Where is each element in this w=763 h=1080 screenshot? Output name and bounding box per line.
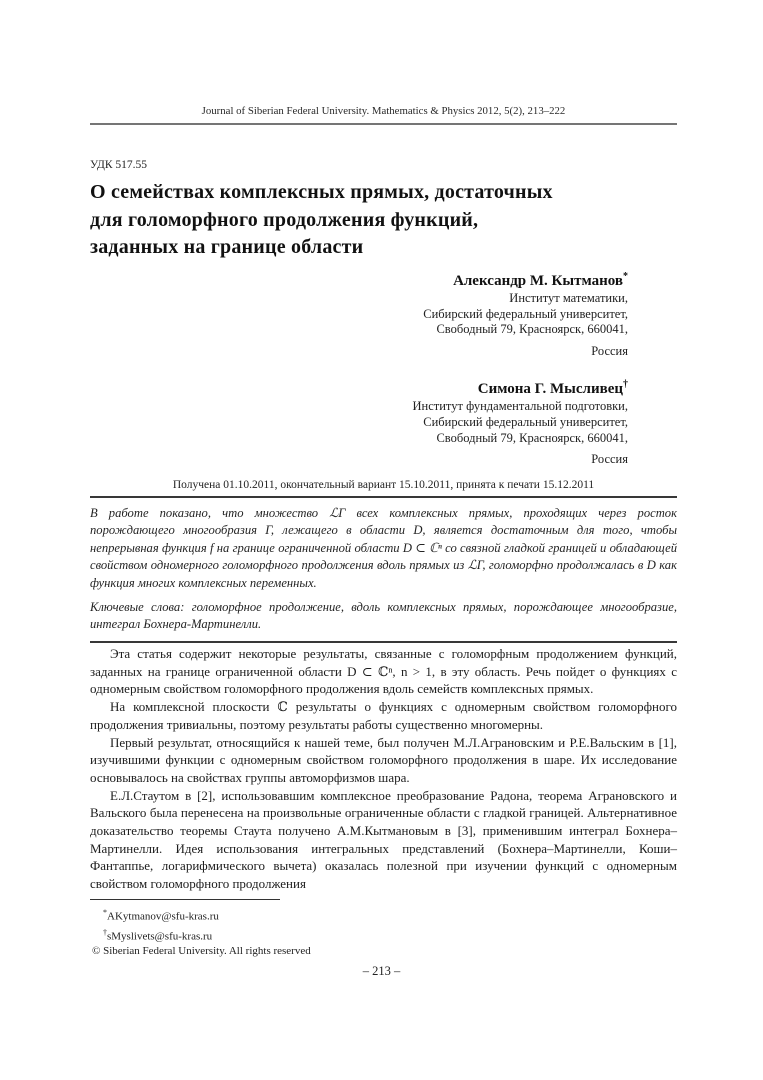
country-label: Россия	[591, 343, 628, 358]
author-block-2	[90, 375, 628, 467]
title-line: заданных на границе области	[90, 236, 364, 258]
copyright-line: © Siberian Federal University. All rights reserved	[92, 945, 311, 958]
paper-title	[90, 179, 677, 262]
body-paragraph: На комплексной плоскости ℂ результаты о функциях с одномерным свойством голоморфного продолжения тривиальны, поэтому результаты работы существенно многомерны.	[90, 699, 677, 732]
affiliation-line: Сибирский федеральный университет,	[423, 414, 628, 429]
footnote-email: sMyslivets@sfu-kras.ru	[107, 930, 213, 943]
footnote-marker: †	[103, 927, 107, 937]
author-block-1	[90, 267, 628, 359]
footnote-email: AKytmanov@sfu-kras.ru	[107, 910, 219, 923]
body-paragraph: Е.Л.Стаутом в [2], использовавшим комплексное преобразование Радона, теорема Аграновского и Вальского была перенесена на произвольные ограниченные области с гладкой границей. Альтернативное доказательство теоремы Стаута получено А.М.Кытмановым в [3], применившим интеграл Бохнера–Мартинелли. Идея использования интегральных представлений (Бохнера–Мартинелли, Коши–Фантаппье, логарифмического вычета) оказалась полезной при изучении функций с одномерным свойством голоморфного продолжения	[90, 787, 677, 892]
affiliation-line: Институт фундаментальной подготовки,	[412, 399, 628, 414]
affiliation-line: Свободный 79, Красноярск, 660041,	[436, 322, 628, 337]
author-name: Симона Г. Мысливец†	[477, 379, 628, 398]
abstract-section	[90, 479, 677, 643]
footnote-item	[90, 925, 677, 945]
author-footnote-marker: *	[623, 271, 628, 282]
article-body	[90, 645, 677, 893]
authors-block	[90, 267, 677, 468]
body-paragraph: Эта статья содержит некоторые результаты, связанные с голоморфным продолжением функций, заданных на границе ограниченной области D ⊂ ℂⁿ, n > 1, в эту область. Речь пойдет о функциях с одномерным свойством голоморфного продолжения вдоль семейств комплексных прямых.	[90, 646, 677, 697]
keywords-text: Ключевые слова: голоморфное продолжение, вдоль комплексных прямых, порождающее многообразие, интеграл Бохнера-Мартинелли.	[90, 600, 677, 632]
title-line: О семействах комплексных прямых, достаточных	[90, 181, 553, 203]
page-number: – 213 –	[362, 964, 401, 978]
affiliation-line: Сибирский федеральный университет,	[423, 306, 628, 321]
journal-header: Journal of Siberian Federal University. Mathematics & Physics 2012, 5(2), 213–222	[90, 105, 677, 125]
body-paragraph: Первый результат, относящийся к нашей теме, был получен М.Л.Аграновским и Р.Е.Вальским в [1], изучившими функции с одномерным свойством голоморфного продолжения в шаре. Их исследование основывалось на свойствах группы автоморфизмов шара.	[90, 734, 677, 785]
author-name: Александр М. Кытманов*	[453, 271, 628, 289]
footnotes-section	[90, 899, 677, 959]
author-footnote-marker: †	[623, 379, 628, 391]
footnote-item	[90, 905, 677, 925]
abstract-box	[90, 496, 677, 643]
received-line: Получена 01.10.2011, окончательный вариант 15.10.2011, принята к печати 15.12.2011	[172, 479, 595, 491]
affiliation-line: Институт математики,	[509, 291, 628, 305]
footnote-marker: *	[103, 908, 107, 917]
udc-label: УДК 517.55	[90, 159, 147, 171]
abstract-text: В работе показано, что множество ℒΓ всех комплексных прямых, проходящих через росток порождающего многообразия Γ, лежащего в области D, является достаточным для того, чтобы непрерывная функция f на границе ограниченной области D ⊂ ℂⁿ со связной гладкой границей и обладающей свойством одномерного голоморфного продолжения вдоль прямых из ℒΓ, голоморфно продолжалась в D как функция многих комплексных переменных.	[90, 506, 677, 590]
footnote-rule	[90, 899, 280, 900]
affiliation-line: Свободный 79, Красноярск, 660041,	[436, 430, 628, 445]
country-label: Россия	[591, 452, 628, 467]
title-line: для голоморфного продолжения функций,	[90, 208, 479, 231]
